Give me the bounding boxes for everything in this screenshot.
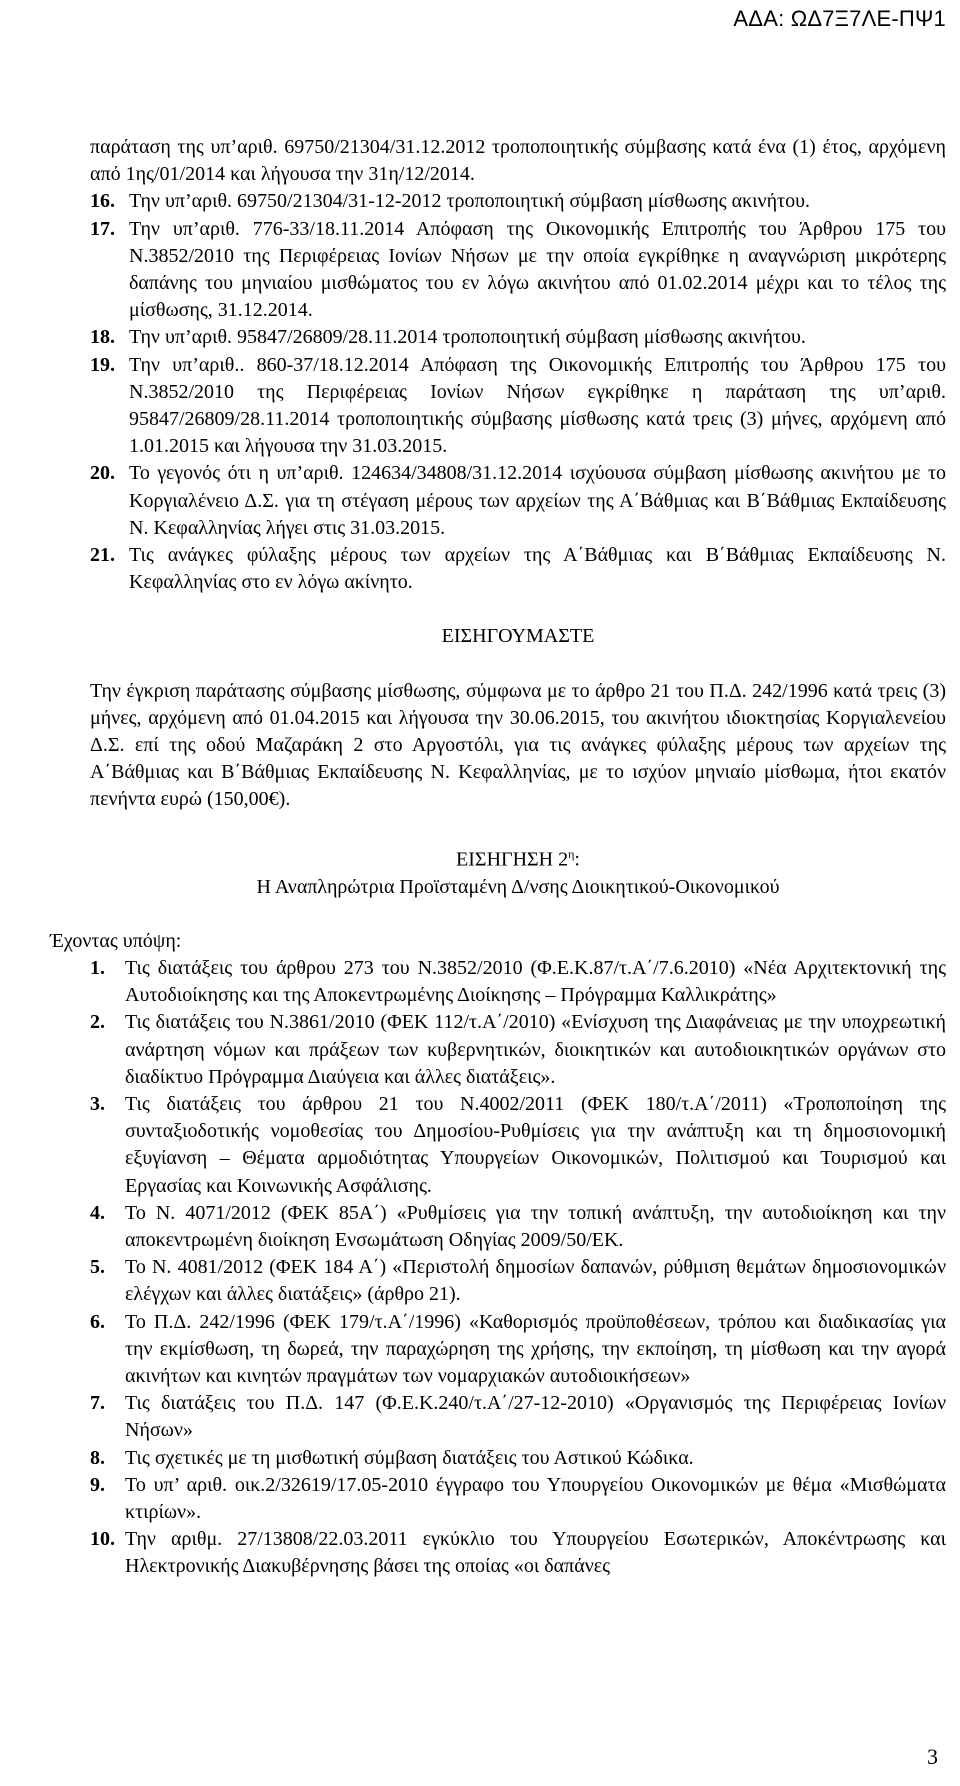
- document-body: [50, 134, 946, 1581]
- item-text: Τις διατάξεις του Ν.3861/2010 (ΦΕΚ 112/τ.Α΄/2010) «Ενίσχυση της Διαφάνειας με την υποχρεωτική ανάρτηση νόμων και πράξεων των κυβερνητικών, διοικητικών και αυτοδιοικητικών οργάνων στο διαδίκτυο Πρόγραμμα Διαύγεια και άλλες διατάξεις».: [125, 1011, 946, 1088]
- list-item: [90, 542, 946, 596]
- list-item: [90, 1009, 946, 1091]
- item-text: Την υπ’αριθ. 776-33/18.11.2014 Απόφαση της Οικονομικής Επιτροπής του Άρθρου 175 του Ν.3852/2010 της Περιφέρειας Ιονίων Νήσων με την οποία εγκρίθηκε η αναγνώριση μικρότερης δαπάνης του μηνιαίου μισθώματος του εν λόγω ακινήτου από 01.02.2014 μέχρι και το τέλος της μίσθωσης, 31.12.2014.: [129, 217, 946, 322]
- item-number: 16.: [90, 190, 115, 213]
- item-text: Τις διατάξεις του άρθρου 21 του Ν.4002/2011 (ΦΕΚ 180/τ.Α΄/2011) «Τροποποίηση της συνταξιοδοτικής νομοθεσίας του Δημοσίου-Ρυθμίσεις για την ανάπτυξη και τη δημοσιονομική εξυγίανση – Θέματα αρμοδιότητας Υπουργείων Οικονομικών, Πολιτισμού και Τουρισμού και Εργασίας και Κοινωνικής Ασφάλισης.: [125, 1092, 946, 1197]
- ada-code: ΑΔΑ: ΩΔ7Ξ7ΛΕ-ΠΨ1: [733, 6, 946, 31]
- list-item: [90, 1472, 946, 1526]
- list-item: [90, 460, 946, 542]
- proposal-heading: ΕΙΣΗΓΟΥΜΑΣΤΕ: [441, 625, 595, 648]
- list-item: [90, 352, 946, 461]
- page-number: 3: [927, 1744, 938, 1769]
- item-number: 4.: [90, 1201, 105, 1224]
- list-item: [90, 1091, 946, 1200]
- item-text: Το υπ’ αριθ. οικ.2/32619/17.05-2010 έγγραφο του Υπουργείου Οικονομικών με θέμα «Μισθώματα κτιρίων».: [125, 1473, 946, 1523]
- item-number: 5.: [90, 1256, 105, 1279]
- item-text: Την υπ’αριθ. 69750/21304/31-12-2012 τροποποιητική σύμβαση μίσθωσης ακινήτου.: [129, 190, 810, 213]
- list-item: [90, 955, 946, 1009]
- intro-paragraph: παράταση της υπ’αριθ. 69750/21304/31.12.2012 τροποποιητικής σύμβασης κατά ένα (1) έτος, αρχόμενη από 1ης/01/2014 και λήγουσα την 31η/12/2014.: [90, 136, 946, 186]
- item-number: 20.: [90, 462, 115, 485]
- considerations-list: [90, 188, 946, 596]
- item-number: 18.: [90, 326, 115, 349]
- item-text: Τις διατάξεις του Π.Δ. 147 (Φ.Ε.Κ.240/τ.Α΄/27-12-2010) «Οργανισμός της Περιφέρειας Ιονίων Νήσων»: [125, 1392, 946, 1442]
- item-number: 6.: [90, 1310, 105, 1333]
- item-number: 9.: [90, 1473, 105, 1496]
- item-number: 19.: [90, 353, 115, 376]
- second-subheading: Η Αναπληρώτρια Προϊσταμένη Δ/νσης Διοικητικού-Οικονομικού: [256, 875, 780, 898]
- list-item: [90, 1309, 946, 1391]
- references-list: [90, 955, 946, 1581]
- proposal-paragraph: Την έγκριση παράτασης σύμβασης μίσθωσης, σύμφωνα με το άρθρο 21 του Π.Δ. 242/1996 κατά τρεις (3) μήνες, αρχόμενη από 01.04.2015 και λήγουσα την 30.06.2015, του ακινήτου ιδιοκτησίας Κοργιαλενείου Δ.Σ. επί της οδού Μαζαράκη 2 στο Αργοστόλι, για τις ανάγκες φύλαξης μέρους των αρχείων της Α΄Βάθμιας και Β΄Βάθμιας Εκπαίδευσης Ν. Κεφαλληνίας, με το ισχύον μηνιαίο μίσθωμα, ήτοι εκατόν πενήντα ευρώ (150,00€).: [90, 679, 946, 811]
- item-number: 10.: [90, 1528, 115, 1551]
- item-text: Το Ν. 4081/2012 (ΦΕΚ 184 Α΄) «Περιστολή δημοσίων δαπανών, ρύθμιση θεμάτων δημοσιονομικών ελέγχων και άλλες διατάξεις» (άρθρο 21).: [125, 1256, 946, 1306]
- list-item: [90, 216, 946, 325]
- item-number: 2.: [90, 1011, 105, 1034]
- item-text: Τις διατάξεις του άρθρου 273 του Ν.3852/2010 (Φ.Ε.Κ.87/τ.Α΄/7.6.2010) «Νέα Αρχιτεκτονική της Αυτοδιοίκησης και της Αποκεντρωμένης Διοίκησης – Πρόγραμμα Καλλικράτης»: [125, 956, 946, 1007]
- item-number: 3.: [90, 1092, 105, 1115]
- item-number: 17.: [90, 217, 115, 240]
- list-item: [90, 1200, 946, 1254]
- item-text: Το Π.Δ. 242/1996 (ΦΕΚ 179/τ.Α΄/1996) «Καθορισμός προϋποθέσεων, τρόπου και διαδικασίας για την εκμίσθωση, τη δωρεά, την παραχώρηση της χρήσης, την εκποίηση, τη μίσθωση και την αγορά ακινήτων και κινητών πραγμάτων των νομαρχιακών αυτοδιοικήσεων»: [125, 1310, 946, 1387]
- item-number: 21.: [90, 544, 115, 567]
- list-item: [90, 324, 946, 351]
- second-heading-end: :: [574, 848, 580, 871]
- item-text: Την υπ’αριθ. 95847/26809/28.11.2014 τροποποιητική σύμβαση μίσθωσης ακινήτου.: [129, 326, 806, 349]
- item-number: 8.: [90, 1446, 105, 1469]
- list-item: [90, 1445, 946, 1472]
- item-text: Την υπ’αριθ.. 860-37/18.12.2014 Απόφαση της Οικονομικής Επιτροπής του Άρθρου 175 του Ν.3852/2010 της Περιφέρειας Ιονίων Νήσων εγκρίθηκε η παράταση της υπ’αριθ. 95847/26809/28.11.2014 τροποποιητικής σύμβασης μίσθωσης κατά τρεις (3) μήνες, αρχόμενη από 1.01.2015 και λήγουσα την 31.03.2015.: [129, 353, 946, 458]
- item-text: Την αριθμ. 27/13808/22.03.2011 εγκύκλιο του Υπουργείου Εσωτερικών, Αποκέντρωσης και Ηλεκτρονικής Διακυβέρνησης βάσει της οποίας «οι δαπάνες: [125, 1528, 946, 1578]
- item-text: Τις ανάγκες φύλαξης μέρους των αρχείων της Α΄Βάθμιας και Β΄Βάθμιας Εκπαίδευσης Ν. Κεφαλληνίας στο εν λόγω ακίνητο.: [129, 544, 946, 594]
- list-item: [90, 1526, 946, 1580]
- list-item: [90, 1254, 946, 1308]
- item-number: 1.: [90, 956, 105, 979]
- item-number: 7.: [90, 1392, 105, 1415]
- list-item: [90, 188, 946, 215]
- list-item: [90, 1390, 946, 1444]
- item-text: Το Ν. 4071/2012 (ΦΕΚ 85Α΄) «Ρυθμίσεις για την τοπική ανάπτυξη, την αυτοδιοίκηση και την αποκεντρωμένη διοίκηση Ενσωμάτωση Οδηγίας 2009/50/ΕΚ.: [125, 1201, 946, 1251]
- having-in-mind-label: Έχοντας υπόψη:: [50, 929, 182, 952]
- second-heading-main: ΕΙΣΗΓΗΣΗ 2: [456, 848, 569, 871]
- second-proposal-heading: [90, 841, 946, 874]
- item-text: Τις σχετικές με τη μισθωτική σύμβαση διατάξεις του Αστικού Κώδικα.: [125, 1446, 694, 1469]
- item-text: Το γεγονός ότι η υπ’αριθ. 124634/34808/31.12.2014 ισχύουσα σύμβαση μίσθωσης ακινήτου με το Κοργιαλένειο Δ.Σ. για τη στέγαση μέρους των αρχείων της Α΄Βάθμιας και Β΄Βάθμιας Εκπαίδευσης Ν. Κεφαλληνίας λήγει στις 31.03.2015.: [129, 462, 946, 539]
- second-heading-sup: η: [568, 846, 575, 861]
